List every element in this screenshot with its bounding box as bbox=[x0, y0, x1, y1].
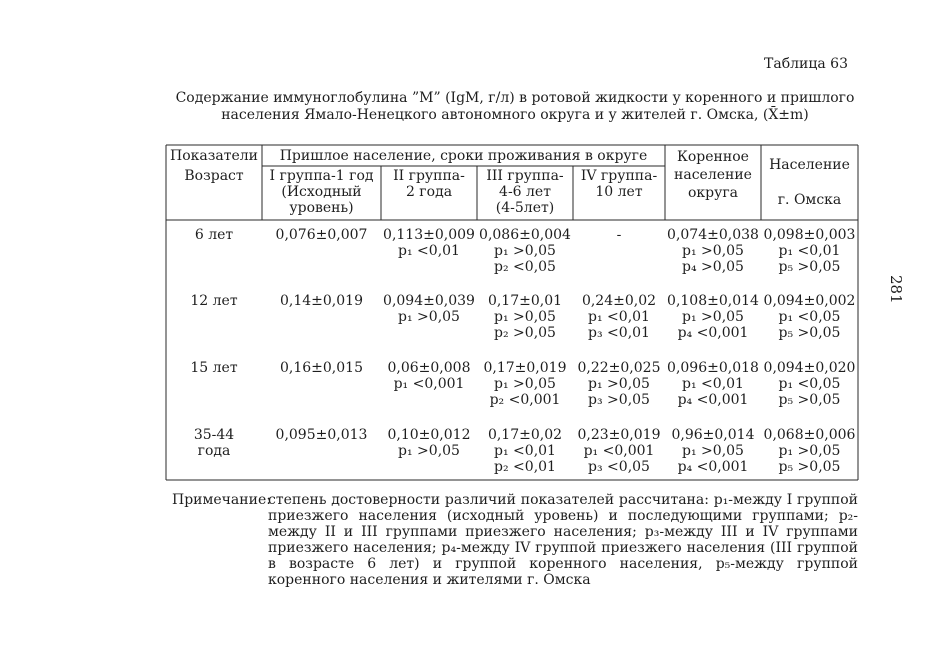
header-group-3 bbox=[477, 168, 573, 216]
table-cell-age bbox=[166, 293, 262, 309]
cell-significance: p₁ >0,05 bbox=[682, 309, 744, 325]
header-line: III группа- bbox=[486, 168, 564, 184]
table-label: Таблица 63 bbox=[764, 56, 848, 72]
cell-significance: p₂ <0,05 bbox=[494, 259, 556, 275]
cell-significance: p₅ >0,05 bbox=[778, 459, 841, 475]
header-line: округа bbox=[687, 185, 739, 201]
header-line: Коренное bbox=[677, 149, 749, 165]
table-cell-omsk bbox=[761, 427, 858, 475]
header-newcomers: Пришлое население, сроки проживания в округе bbox=[279, 148, 648, 164]
table-cell-age bbox=[166, 360, 262, 376]
note-text: степень достоверности различий показателей рассчитана: p₁-между I группой приезжего населения (исходный уровень) и последующими группами; p₂-между II и III группами приезжего населения; p₃-между III и IV группами приезжего населения; p₄-между IV группой приезжего населения (III группой в возрасте 6 лет) и группой коренного населения, p₅-между группой коренного населения и жителями г. Омска bbox=[268, 492, 858, 588]
cell-value: 0,108±0,014 bbox=[667, 293, 759, 309]
header-group-4 bbox=[573, 168, 665, 200]
table-cell-g4 bbox=[573, 227, 665, 243]
cell-value: 0,17±0,01 bbox=[487, 293, 563, 309]
cell-value: 0,17±0,019 bbox=[483, 360, 567, 376]
caption-line-1: Содержание иммуноглобулина ”M” (IgM, г/л) в ротовой жидкости у коренного и пришлого bbox=[175, 90, 855, 106]
cell-significance: p₄ <0,001 bbox=[677, 459, 749, 475]
cell-value: 0,094±0,020 bbox=[763, 360, 856, 376]
cell-value: 15 лет bbox=[190, 360, 238, 376]
cell-significance: p₁ >0,05 bbox=[588, 376, 650, 392]
cell-value: 0,22±0,025 bbox=[577, 360, 661, 376]
cell-value: 6 лет bbox=[194, 227, 234, 243]
cell-value: 35-44 bbox=[193, 427, 235, 443]
table-cell-g4 bbox=[573, 427, 665, 475]
cell-significance: p₁ <0,001 bbox=[583, 443, 655, 459]
cell-value: 0,06±0,008 bbox=[387, 360, 471, 376]
table-cell-omsk bbox=[761, 227, 858, 275]
header-line: Население bbox=[769, 157, 850, 173]
cell-value: 0,094±0,002 bbox=[763, 293, 856, 309]
header-age: Возраст bbox=[184, 168, 244, 184]
table-cell-g2 bbox=[381, 227, 477, 259]
cell-value: 0,086±0,004 bbox=[479, 227, 571, 243]
cell-significance: года bbox=[197, 443, 231, 459]
header-group-2 bbox=[381, 168, 477, 200]
table-caption bbox=[170, 90, 860, 124]
table-cell-age bbox=[166, 427, 262, 459]
table-cell-g3 bbox=[477, 360, 573, 408]
cell-significance: p₁ <0,01 bbox=[778, 243, 841, 259]
cell-significance: p₁ <0,01 bbox=[682, 376, 744, 392]
cell-significance: p₁ >0,05 bbox=[398, 309, 460, 325]
cell-significance: p₅ >0,05 bbox=[778, 259, 841, 275]
table-cell-g3 bbox=[477, 293, 573, 341]
header-indicators: Показатели bbox=[170, 148, 258, 164]
cell-significance: p₅ >0,05 bbox=[778, 325, 841, 341]
header-line: IV группа- bbox=[580, 168, 658, 184]
cell-value: - bbox=[616, 227, 622, 243]
table-cell-g4 bbox=[573, 293, 665, 341]
header-line: (4-5лет) bbox=[495, 200, 555, 216]
cell-value: 0,10±0,012 bbox=[387, 427, 471, 443]
cell-significance: p₁ <0,01 bbox=[398, 243, 460, 259]
table-cell-g4 bbox=[573, 360, 665, 408]
cell-significance: p₁ >0,05 bbox=[398, 443, 460, 459]
cell-value: 0,14±0,019 bbox=[280, 293, 363, 309]
table-cell-g1 bbox=[262, 293, 381, 309]
header-line: уровень) bbox=[289, 200, 354, 216]
table-cell-omsk bbox=[761, 360, 858, 408]
cell-significance: p₄ >0,05 bbox=[682, 259, 744, 275]
table-cell-g1 bbox=[262, 427, 381, 443]
cell-value: 0,17±0,02 bbox=[487, 427, 563, 443]
cell-value: 0,095±0,013 bbox=[275, 427, 368, 443]
table-cell-ind bbox=[665, 293, 761, 341]
header-line: 4-6 лет bbox=[499, 184, 551, 200]
table-cell-g3 bbox=[477, 427, 573, 475]
cell-significance: p₁ <0,01 bbox=[588, 309, 650, 325]
table-cell-ind bbox=[665, 227, 761, 275]
caption-line-2: населения Ямало-Ненецкого автономного округа и у жителей г. Омска, (X̄±m) bbox=[221, 107, 809, 123]
cell-value: 12 лет bbox=[190, 293, 238, 309]
cell-significance: p₁ >0,05 bbox=[682, 443, 744, 459]
cell-value: 0,113±0,009 bbox=[383, 227, 475, 243]
header-line: г. Омска bbox=[777, 192, 842, 208]
table-cell-omsk bbox=[761, 293, 858, 341]
cell-significance: p₁ <0,05 bbox=[778, 376, 841, 392]
table-cell-ind bbox=[665, 360, 761, 408]
table-cell-ind bbox=[665, 427, 761, 475]
header-line: 2 года bbox=[405, 184, 453, 200]
cell-value: 0,098±0,003 bbox=[763, 227, 856, 243]
header-line: II группа- bbox=[393, 168, 465, 184]
cell-significance: p₅ >0,05 bbox=[778, 392, 841, 408]
header-indigenous bbox=[665, 148, 761, 202]
header-omsk bbox=[761, 148, 858, 218]
page-number: 281 bbox=[887, 275, 905, 304]
cell-value: 0,074±0,038 bbox=[667, 227, 759, 243]
cell-value: 0,16±0,015 bbox=[280, 360, 363, 376]
cell-value: 0,094±0,039 bbox=[383, 293, 475, 309]
cell-value: 0,24±0,02 bbox=[581, 293, 657, 309]
cell-significance: p₄ <0,001 bbox=[677, 392, 749, 408]
cell-significance: p₁ >0,05 bbox=[494, 243, 556, 259]
header-line: 10 лет bbox=[595, 184, 643, 200]
cell-significance: p₂ <0,01 bbox=[494, 459, 556, 475]
cell-significance: p₃ <0,01 bbox=[588, 325, 650, 341]
cell-significance: p₁ >0,05 bbox=[494, 309, 556, 325]
header-line: (Исходный bbox=[281, 184, 362, 200]
table-cell-g1 bbox=[262, 227, 381, 243]
table-cell-g2 bbox=[381, 427, 477, 459]
cell-value: 0,096±0,018 bbox=[667, 360, 759, 376]
cell-significance: p₁ <0,05 bbox=[778, 309, 841, 325]
cell-significance: p₃ >0,05 bbox=[588, 392, 650, 408]
cell-significance: p₁ >0,05 bbox=[494, 376, 556, 392]
cell-value: 0,96±0,014 bbox=[671, 427, 755, 443]
table-cell-g2 bbox=[381, 293, 477, 325]
table-cell-age bbox=[166, 227, 262, 243]
table-cell-g3 bbox=[477, 227, 573, 275]
cell-significance: p₁ >0,05 bbox=[682, 243, 744, 259]
cell-value: 0,068±0,006 bbox=[763, 427, 856, 443]
cell-significance: p₂ <0,001 bbox=[489, 392, 561, 408]
cell-significance: p₃ <0,05 bbox=[588, 459, 650, 475]
cell-value: 0,076±0,007 bbox=[275, 227, 368, 243]
table-cell-g2 bbox=[381, 360, 477, 392]
cell-significance: p₄ <0,001 bbox=[677, 325, 749, 341]
cell-significance: p₁ <0,001 bbox=[393, 376, 465, 392]
cell-significance: p₁ <0,01 bbox=[494, 443, 556, 459]
header-line: I группа-1 год bbox=[269, 168, 374, 184]
header-line: население bbox=[674, 167, 752, 183]
cell-significance: p₂ >0,05 bbox=[494, 325, 556, 341]
table-cell-g1 bbox=[262, 360, 381, 376]
note-label: Примечание: bbox=[172, 492, 271, 508]
header-group-1 bbox=[262, 168, 381, 216]
cell-value: 0,23±0,019 bbox=[577, 427, 661, 443]
cell-significance: p₁ >0,05 bbox=[778, 443, 841, 459]
